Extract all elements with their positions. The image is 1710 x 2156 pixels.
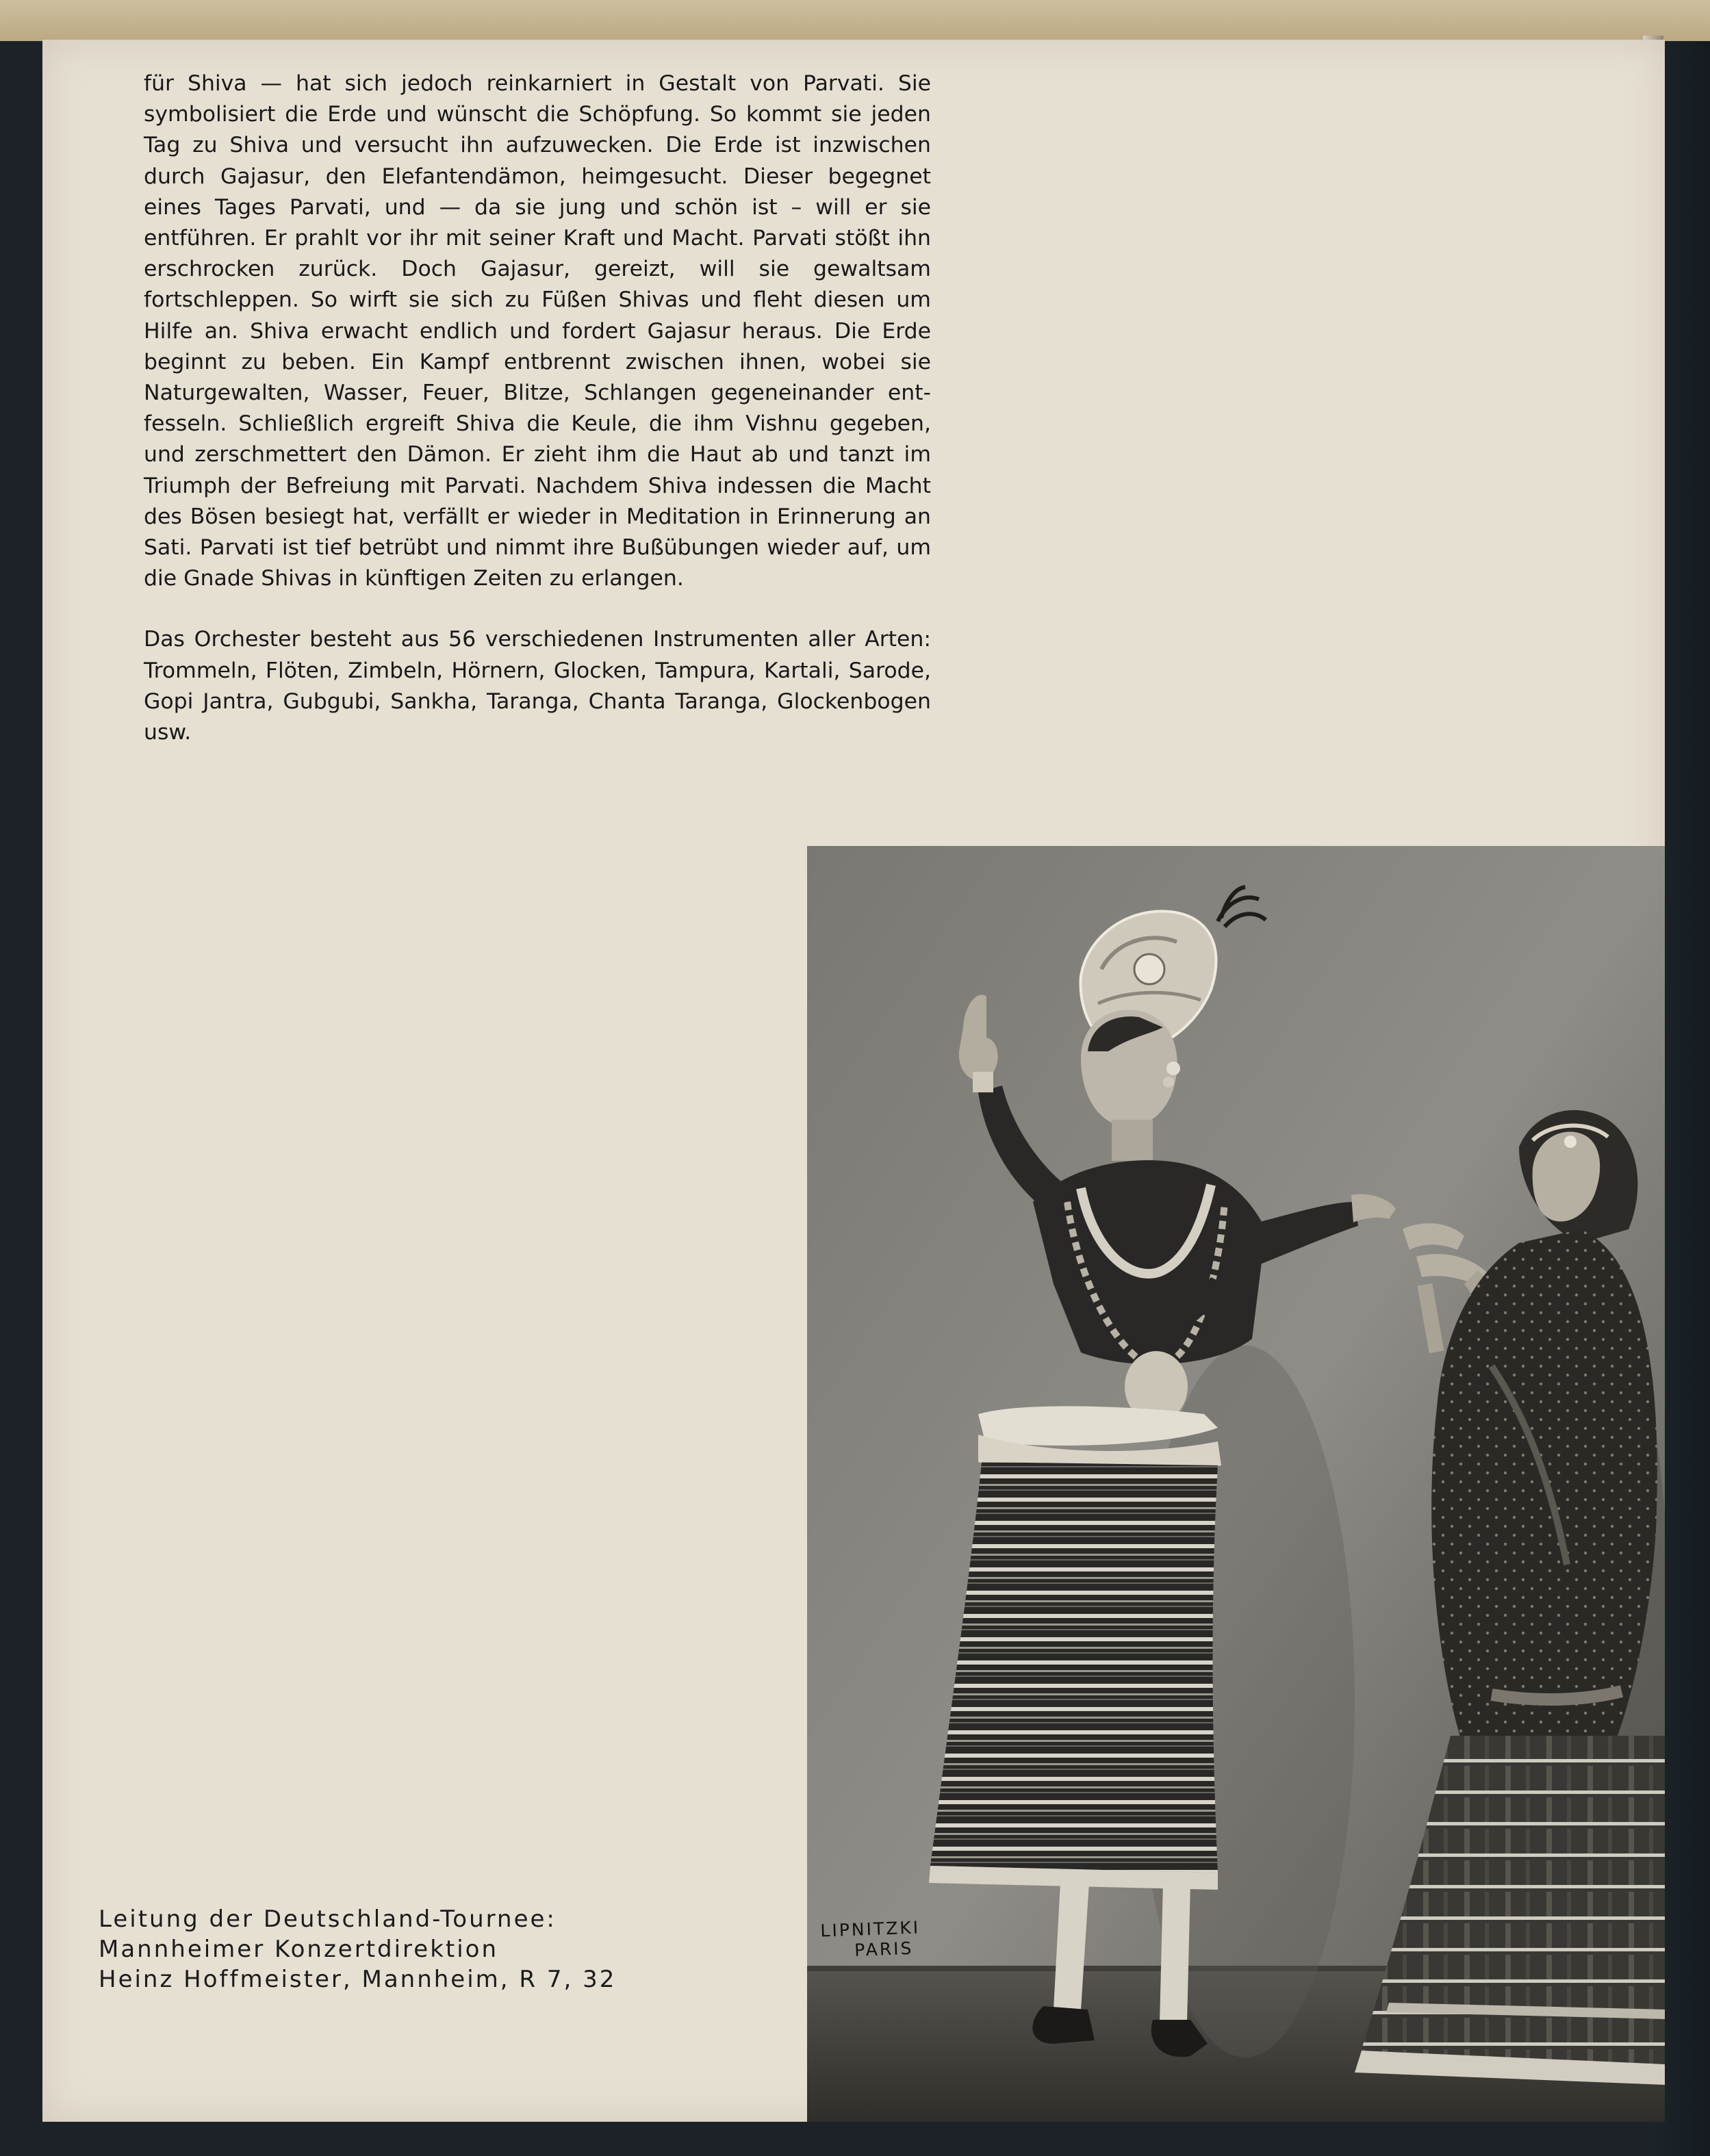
dancers-photograph <box>807 846 1665 2122</box>
credit-line-3: Heinz Hoffmeister, Mannheim, R 7, 32 <box>99 1966 617 1993</box>
dancers-illustration <box>807 846 1665 2122</box>
orchestra-paragraph: Das Orchester besteht aus 56 verschiedenen Instrumenten aller Arten: Trommeln, Flöten, Zimbeln, Hörnern, Glocken, Tampura, Kartali, Sarode, Gopi Jantra, Gubgubi, Sankha, Taranga, Chanta Taranga, Glockenbogen usw. <box>144 627 931 745</box>
story-text <box>144 68 931 748</box>
printed-page <box>42 40 1665 2122</box>
tour-credit <box>99 1904 633 1994</box>
credit-line-1: Leitung der Deutschland-Tournee: <box>99 1905 557 1933</box>
photographer-mark <box>820 1917 921 1962</box>
credit-line-2: Mannheimer Konzertdirektion <box>99 1936 499 1963</box>
scanner-background-top <box>0 0 1710 41</box>
story-paragraph: für Shiva — hat sich jedoch reinkarniert in Gestalt von Parvati. Sie symbolisiert die Erde und wünscht die Schöpfung. So kommt sie jeden Tag zu Shiva und versucht ihn aufzuwecken. Die Erde ist inzwischen durch Gajasur, den Elefantendämon, heimgesucht. Dieser begegnet eines Tages Parvati, und — da sie jung und schön ist – will er sie entführen. Er prahlt vor ihr mit seiner Kraft und Macht. Parvati stößt ihn erschrocken zurück. Doch Gajasur, gereizt, will sie gewaltsam fortschleppen. So wirft sie sich zu Füßen Shivas und fleht diesen um Hilfe an. Shiva erwacht endlich und fordert Gajasur heraus. Die Erde beginnt zu beben. Ein Kampf entbrennt zwischen ihnen, wobei sie Naturgewalten, Wasser, Feuer, Blitze, Schlangen gegeneinander entfesseln. Schließlich ergreift Shiva die Keule, die ihm Vishnu gegeben, und zerschmettert den Dämon. Er zieht ihm die Haut ab und tanzt im Triumph der Befreiung mit Parvati. Nachdem Shiva indessen die Macht des Bösen besiegt hat, verfällt er wieder in Meditation in Erinnerung an Sati. Parvati ist tief betrübt und nimmt ihre Bußübungen wieder auf, um die Gnade Shivas in künftigen Zeiten zu erlangen. <box>144 71 931 591</box>
photographer-city: PARIS <box>854 1938 914 1960</box>
photographer-name: LIPNITZKI <box>819 1917 921 1941</box>
